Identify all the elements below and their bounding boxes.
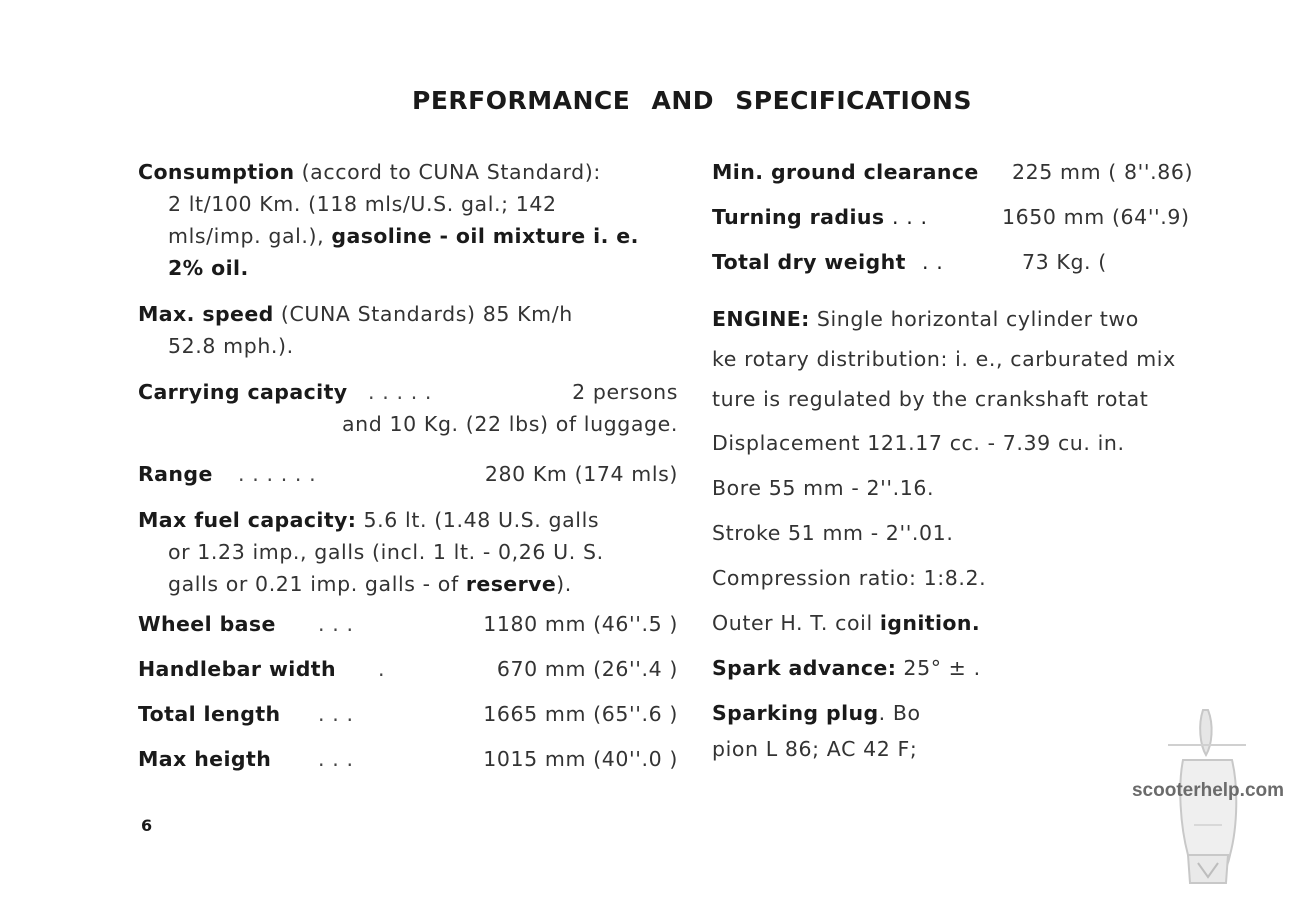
consumption-line3b: gasoline - oil mixture i. e. bbox=[331, 224, 639, 248]
handlebar-dots: . bbox=[378, 657, 386, 681]
max-speed-line2: 52.8 mph.). bbox=[168, 334, 294, 358]
weight-label: Total dry weight bbox=[712, 250, 906, 274]
spec-max-speed bbox=[138, 298, 678, 362]
fuel-line2: or 1.23 imp., galls (incl. 1 lt. - 0,26 U. S. bbox=[168, 540, 604, 564]
spec-spark-advance bbox=[712, 646, 1272, 691]
handlebar-value: 670 mm (26''.4 ) bbox=[496, 657, 678, 681]
spec-fuel-capacity bbox=[138, 504, 678, 600]
consumption-label: Consumption bbox=[138, 160, 295, 184]
engine-line3: ture is regulated by the crankshaft rotat bbox=[712, 387, 1149, 411]
scooterhelp-watermark bbox=[1128, 705, 1288, 895]
spec-dry-weight bbox=[712, 240, 1272, 285]
right-column bbox=[712, 150, 1272, 767]
consumption-text: (accord to CUNA Standard): bbox=[294, 160, 601, 184]
handlebar-label: Handlebar width bbox=[138, 657, 336, 681]
plug-line2: pion L 86; AC 42 F; bbox=[712, 737, 918, 761]
plug-text: . Bo bbox=[878, 701, 921, 725]
spec-wheel-base bbox=[138, 608, 678, 640]
clearance-label: Min. ground clearance bbox=[712, 160, 979, 184]
fuel-label: Max fuel capacity: bbox=[138, 508, 357, 532]
turning-label: Turning radius bbox=[712, 205, 885, 229]
range-label: Range bbox=[138, 462, 213, 486]
spec-displacement: Displacement 121.17 cc. - 7.39 cu. in. bbox=[712, 431, 1125, 455]
turning-value: 1650 mm (64''.9) bbox=[1002, 205, 1190, 229]
wheel-base-label: Wheel base bbox=[138, 612, 276, 636]
plug-label: Sparking plug bbox=[712, 701, 879, 725]
fuel-text: 5.6 lt. (1.48 U.S. galls bbox=[356, 508, 600, 532]
range-dots: . . . . . . bbox=[238, 462, 317, 486]
carrying-line2: and 10 Kg. (22 lbs) of luggage. bbox=[342, 412, 678, 436]
spec-max-height bbox=[138, 743, 678, 775]
max-speed-label: Max. speed bbox=[138, 302, 274, 326]
page-title: PERFORMANCE AND SPECIFICATIONS bbox=[412, 86, 972, 115]
spec-ignition bbox=[712, 601, 1272, 646]
page-number: 6 bbox=[141, 816, 153, 835]
length-label: Total length bbox=[138, 702, 281, 726]
spec-handlebar-width bbox=[138, 653, 678, 685]
consumption-line2: 2 lt/100 Km. (118 mls/U.S. gal.; 142 bbox=[168, 192, 557, 216]
fuel-line3a: galls or 0.21 imp. galls - of bbox=[168, 572, 466, 596]
fuel-line3b: reserve bbox=[465, 572, 557, 596]
range-value: 280 Km (174 mls) bbox=[484, 462, 678, 486]
height-value: 1015 mm (40''.0 ) bbox=[483, 747, 678, 771]
left-column bbox=[138, 152, 678, 775]
spark-advance-label: Spark advance: bbox=[712, 656, 897, 680]
consumption-line4: 2% oil. bbox=[168, 256, 249, 280]
spec-range bbox=[138, 458, 678, 490]
watermark-text: scooterhelp.com bbox=[1131, 780, 1285, 801]
engine-line2: ke rotary distribution: i. e., carburated mix bbox=[712, 347, 1176, 371]
ignition-text: Outer H. T. coil bbox=[712, 611, 880, 635]
height-label: Max heigth bbox=[138, 747, 272, 771]
spec-carrying-capacity bbox=[138, 376, 678, 440]
length-value: 1665 mm (65''.6 ) bbox=[483, 702, 678, 726]
weight-dots: . . bbox=[922, 250, 944, 274]
wheel-base-dots: . . . bbox=[318, 612, 354, 636]
spec-bore: Bore 55 mm - 2''.16. bbox=[712, 476, 935, 500]
fuel-line3c: ). bbox=[556, 572, 572, 596]
spec-engine bbox=[712, 299, 1272, 419]
engine-text: Single horizontal cylinder two bbox=[809, 307, 1139, 331]
engine-label: ENGINE: bbox=[712, 307, 810, 331]
height-dots: . . . bbox=[318, 747, 354, 771]
carrying-dots: . . . . . bbox=[368, 380, 433, 404]
spec-total-length bbox=[138, 698, 678, 730]
spark-advance-value: 25° ± . bbox=[896, 656, 981, 680]
wheel-base-value: 1180 mm (46''.5 ) bbox=[483, 612, 678, 636]
carrying-label: Carrying capacity bbox=[138, 380, 348, 404]
length-dots: . . . bbox=[318, 702, 354, 726]
spec-compression: Compression ratio: 1:8.2. bbox=[712, 566, 987, 590]
clearance-value: 225 mm ( 8''.86) bbox=[1012, 160, 1194, 184]
turning-dots: . . . bbox=[892, 205, 928, 229]
spec-ground-clearance bbox=[712, 150, 1272, 195]
spec-turning-radius bbox=[712, 195, 1272, 240]
spec-stroke: Stroke 51 mm - 2''.01. bbox=[712, 521, 954, 545]
ignition-bold: ignition. bbox=[879, 611, 981, 635]
spec-consumption bbox=[138, 156, 678, 284]
consumption-line3a: mls/imp. gal.), bbox=[168, 224, 332, 248]
weight-value: 73 Kg. ( bbox=[1022, 250, 1107, 274]
carrying-value: 2 persons bbox=[572, 380, 678, 404]
max-speed-text: (CUNA Standards) 85 Km/h bbox=[273, 302, 573, 326]
